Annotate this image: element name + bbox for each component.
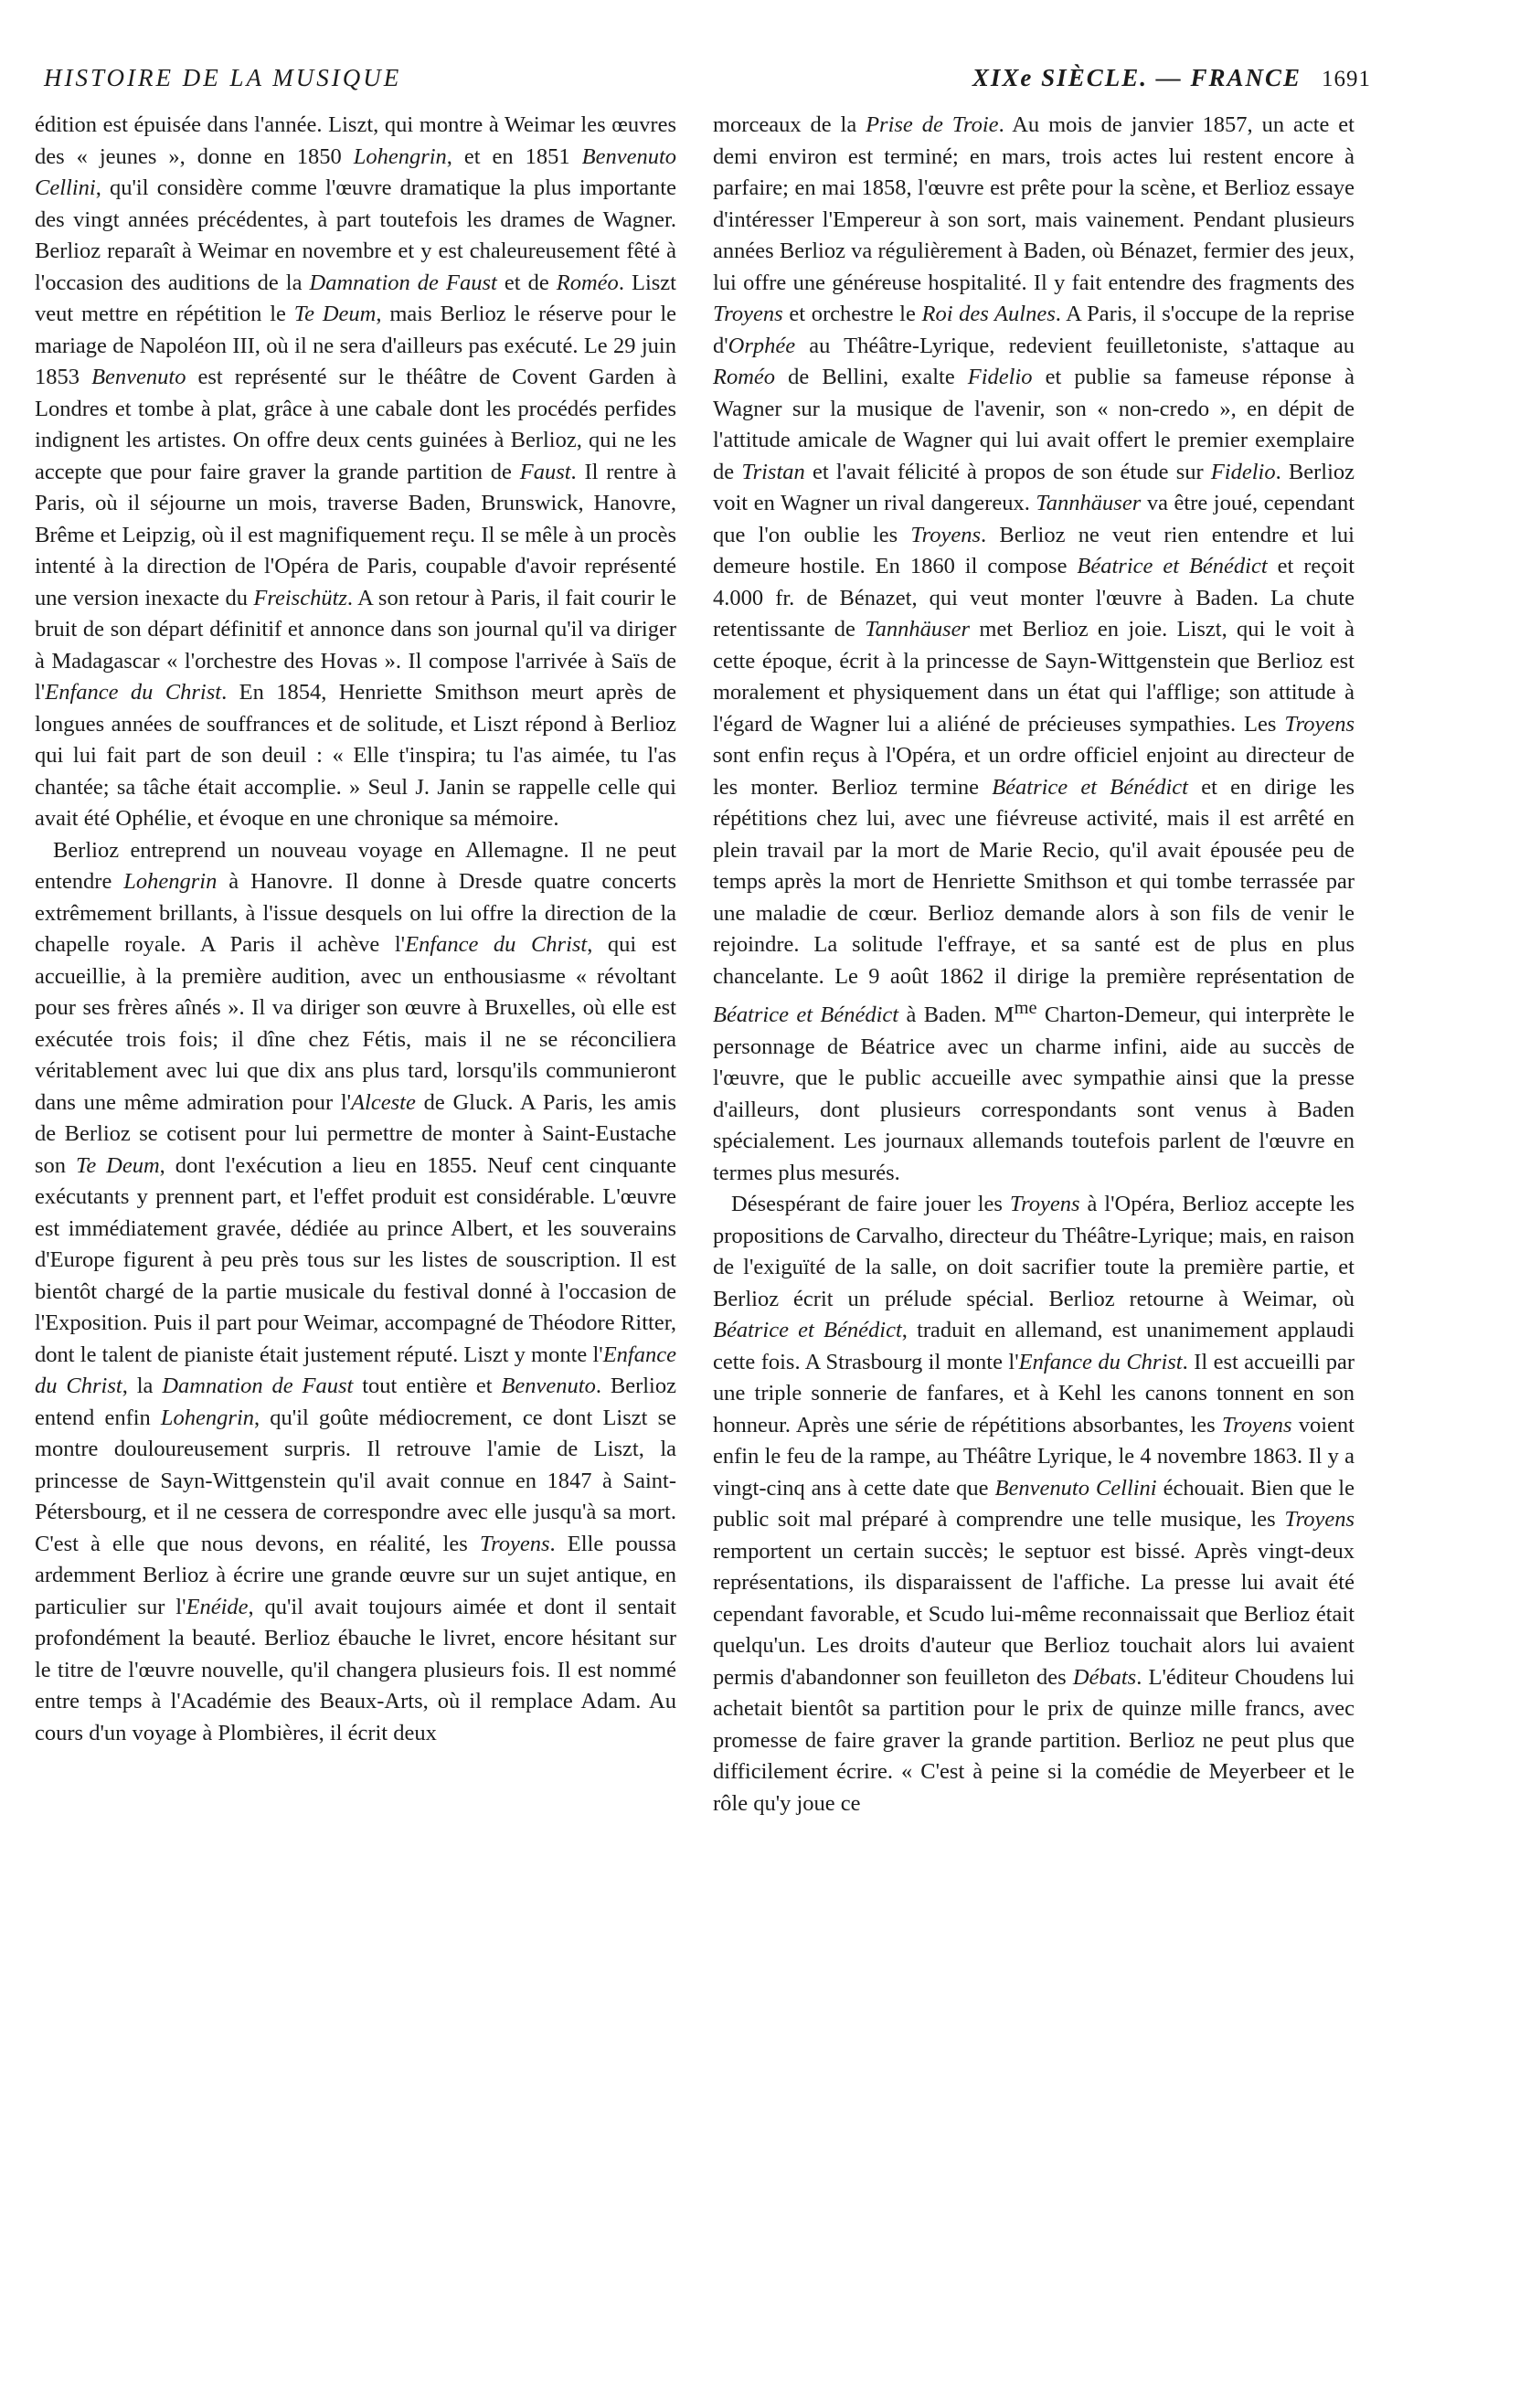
paragraph: Berlioz entreprend un nouveau voyage en Allemagne. Il ne peut entendre Lohengrin à Hanovre. Il donne à Dresde quatre concerts extrêmement brillants, à l'issue desquels on lui offre la direction de la chapelle royale. A Paris il achève l'Enfance du Christ, qui est accueillie, à la première audition, avec un enthousiasme « révoltant pour ses frères aînés ». Il va diriger son œuvre à Bruxelles, où elle est exécutée trois fois; il dîne chez Fétis, mais il ne se réconciliera véritablement avec lui que dix ans plus tard, lorsqu'ils communieront dans une même admiration pour l'Alceste de Gluck. A Paris, les amis de Berlioz se cotisent pour lui permettre de monter à Saint-Eustache son Te Deum, dont l'exécution a lieu en 1855. Neuf cent cinquante exécutants y prennent part, et l'effet produit est considérable. L'œuvre est immédiatement gravée, dédiée au prince Albert, et les souverains d'Europe figurent à peu près tous sur les listes de souscription. Il est bientôt chargé de la partie musicale du festival donné à l'occasion de l'Exposition. Puis il part pour Weimar, accompagné de Théodore Ritter, dont le talent de pianiste était justement réputé. Liszt y monte l'Enfance du Christ, la Damnation de Faust tout entière et Benvenuto. Berlioz entend enfin Lohengrin, qu'il goûte médiocrement, ce dont Liszt se montre douloureusement surpris. Il retrouve l'amie de Liszt, la princesse de Sayn-Wittgenstein qu'il avait connue en 1847 à Saint-Pétersbourg, et il ne cessera de correspondre avec elle jusqu'à sa mort. C'est à elle que nous devons, en réalité, les Troyens. Elle poussa ardemment Berlioz à écrire une grande œuvre sur un sujet antique, en particulier sur l'Enéide, qu'il avait toujours aimée et dont il sentait profondément la beauté. Berlioz ébauche le livret, encore hésitant sur le titre de l'œuvre nouvelle, qu'il changera plusieurs fois. Il est nommé entre temps à l'Académie des Beaux-Arts, où il remplace Adam. Au cours d'un voyage à Plombières, il écrit deux — [35, 837, 677, 1745]
running-header — [44, 64, 1371, 104]
paragraph: édition est épuisée dans l'année. Liszt, qui montre à Weimar les œuvres des « jeunes », donne en 1850 Lohengrin, et en 1851 Benvenuto Cellini, qu'il considère comme l'œuvre dramatique la plus importante des vingt années précédentes, à part toutefois les drames de Wagner. Berlioz reparaît à Weimar en novembre et y est chaleureusement fêté à l'occasion des auditions de la Damnation de Faust et de Roméo. Liszt veut mettre en répétition le Te Deum, mais Berlioz le réserve pour le mariage de Napoléon III, où il ne sera d'ailleurs pas exécuté. Le 29 juin 1853 Benvenuto est représenté sur le théâtre de Covent Garden à Londres et tombe à plat, grâce à une cabale dont les procédés perfides indignent les artistes. On offre deux cents guinées à Berlioz, qui ne les accepte que pour faire graver la grande partition de Faust. Il rentre à Paris, où il séjourne un mois, traverse Baden, Brunswick, Hanovre, Brême et Leipzig, où il est magnifiquement reçu. Il se mêle à un procès intenté à la direction de l'Opéra de Paris, coupable d'avoir représenté une version inexacte du Freischütz. A son retour à Paris, il fait courir le bruit de son départ définitif et annonce dans son journal qu'il va diriger à Madagascar « l'orchestre des Hovas ». Il compose l'arrivée à Saïs de l'Enfance du Christ. En 1854, Henriette Smithson meurt après de longues années de souffrances et de solitude, et Liszt répond à Berlioz qui lui fait part de son deuil : « Elle t'inspira; tu l'as aimée, tu l'as chantée; sa tâche était accomplie. » Seul J. Janin se rappelle celle qui avait été Ophélie, et évoque en une chronique sa mémoire. — [35, 112, 677, 831]
section-title — [972, 64, 1371, 92]
page-number: 1691 — [1322, 67, 1371, 91]
paragraph: morceaux de la Prise de Troie. Au mois de janvier 1857, un acte et demi environ est terminé; en mars, trois actes lui restent encore à parfaire; en mai 1858, l'œuvre est prête pour la scène, et Berlioz essaye d'intéresser l'Empereur à son sort, mais vainement. Pendant plusieurs années Berlioz va régulièrement à Baden, où Bénazet, fermier des jeux, lui offre une généreuse hospitalité. Il y fait entendre des fragments des Troyens et orchestre le Roi des Aulnes. A Paris, il s'occupe de la reprise d'Orphée au Théâtre-Lyrique, redevient feuilletoniste, s'attaque au Roméo de Bellini, exalte Fidelio et publie sa fameuse réponse à Wagner sur la musique de l'avenir, son « non-credo », en dépit de l'attitude amicale de Wagner qui lui avait offert le premier exemplaire de Tristan et l'avait félicité à propos de son étude sur Fidelio. Berlioz voit en Wagner un rival dangereux. Tannhäuser va être joué, cependant que l'on oublie les Troyens. Berlioz ne veut rien entendre et lui demeure hostile. En 1860 il compose Béatrice et Bénédict et reçoit 4.000 fr. de Bénazet, qui veut monter l'œuvre à Baden. La chute retentissante de Tannhäuser met Berlioz en joie. Liszt, qui le voit à cette époque, écrit à la princesse de Sayn-Wittgenstein que Berlioz est moralement et physiquement dans un état qui l'afflige; son attitude à l'égard de Wagner lui a aliéné de précieuses sympathies. Les Troyens sont enfin reçus à l'Opéra, et un ordre officiel enjoint au directeur de les monter. Berlioz termine Béatrice et Bénédict et en dirige les répétitions chez lui, avec une fiévreuse activité, mais il est arrêté en plein travail par la mort de Marie Recio, qu'il avait épousée peu de temps après la mort de Henriette Smithson et qui tombe terrassée par une maladie de cœur. Berlioz demande alors à son fils de venir le rejoindre. La solitude l'effraye, et sa santé est de plus en plus chancelante. Le 9 août 1862 il dirige la première représentation de Béatrice et Bénédict à Baden. $M^{me}$ Charton-Demeur, qui interprète le personnage de Béatrice avec un charme infini, aide au succès de l'œuvre, que le public accueille avec sympathie ainsi que la presse d'ailleurs, dont plusieurs correspondants sont venus à Baden spécialement. Les journaux allemands toutefois parlent de l'œuvre en termes plus mesurés. — [713, 112, 1355, 1185]
section-label: XIXe SIÈCLE. — FRANCE — [972, 64, 1302, 91]
right-column — [713, 110, 1355, 1819]
running-title: HISTOIRE DE LA MUSIQUE — [44, 64, 402, 91]
left-column — [35, 110, 676, 1749]
paragraph: Désespérant de faire jouer les Troyens à l'Opéra, Berlioz accepte les propositions de Carvalho, directeur du Théâtre-Lyrique; mais, en raison de l'exiguïté de la salle, on doit sacrifier toute la première partie, et Berlioz écrit un prélude spécial. Berlioz retourne à Weimar, où Béatrice et Bénédict, traduit en allemand, est unanimement applaudi cette fois. A Strasbourg il monte l'Enfance du Christ. Il est accueilli par une triple sonnerie de fanfares, et à Kehl les canons tonnent en son honneur. Après une série de répétitions absorbantes, les Troyens voient enfin le feu de la rampe, au Théâtre Lyrique, le 4 novembre 1863. Il y a vingt-cinq ans à cette date que Benvenuto Cellini échouait. Bien que le public soit mal préparé à comprendre une telle musique, les Troyens remportent un certain succès; le septuor est bissé. Après vingt-deux représentations, ils disparaissent de l'affiche. La presse lui avait été cependant favorable, et Scudo lui-même reconnaissait que Berlioz était quelqu'un. Les droits d'auteur que Berlioz touchait alors lui avaient permis d'abandonner son feuilleton des Débats. L'éditeur Choudens lui achetait bientôt sa partition pour le prix de quinze mille francs, avec promesse de faire graver la grande partition. Berlioz ne peut plus que difficilement écrire. « C'est à peine si la comédie de Meyerbeer et le rôle qu'y joue ce — [713, 1192, 1355, 1816]
